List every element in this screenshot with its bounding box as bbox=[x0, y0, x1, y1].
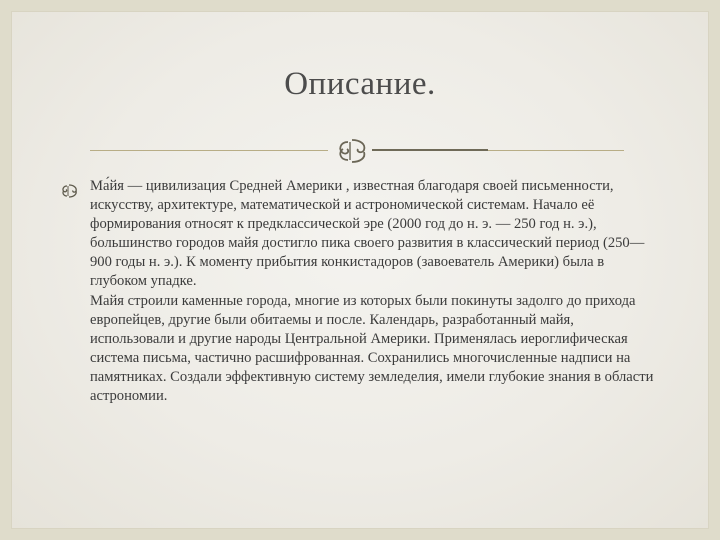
slide-title-text: Описание. bbox=[284, 66, 436, 102]
paragraph-maya-cities: Майя строили каменные города, многие из которых были покинуты задолго до прихода европейцев, другие были обитаемы и после. Календарь, разработанный майя, использовали и другие народы Центральной Америки. Применялась иероглифическая система письма, частично расшифрованная. Сохранились многочисленные надписи на памятниках. Создали эффективную систему земледелия, имели глубокие знания в области астрономии. bbox=[90, 292, 654, 405]
title-divider-left bbox=[90, 150, 328, 151]
slide-title bbox=[0, 66, 720, 103]
scroll-bullet-icon bbox=[60, 183, 80, 199]
curl-ornament-icon bbox=[334, 136, 374, 166]
paragraph-maya-intro: Ма́йя — цивилизация Средней Америки , известная благодаря своей письменности, искусству, архитектуре, математической и астрономической системам. Начало её формирования относят к предклассической эре (2000 год до н. э. — 250 год н. э.), большинство городов майя достигло пика своего развития в классический период (250—900 годы н. э.). К моменту прибытия конкистадоров (завоеватель Америки) была в глубоком упадке. bbox=[90, 178, 645, 290]
title-divider-accent bbox=[372, 149, 488, 151]
body-text bbox=[90, 177, 662, 406]
